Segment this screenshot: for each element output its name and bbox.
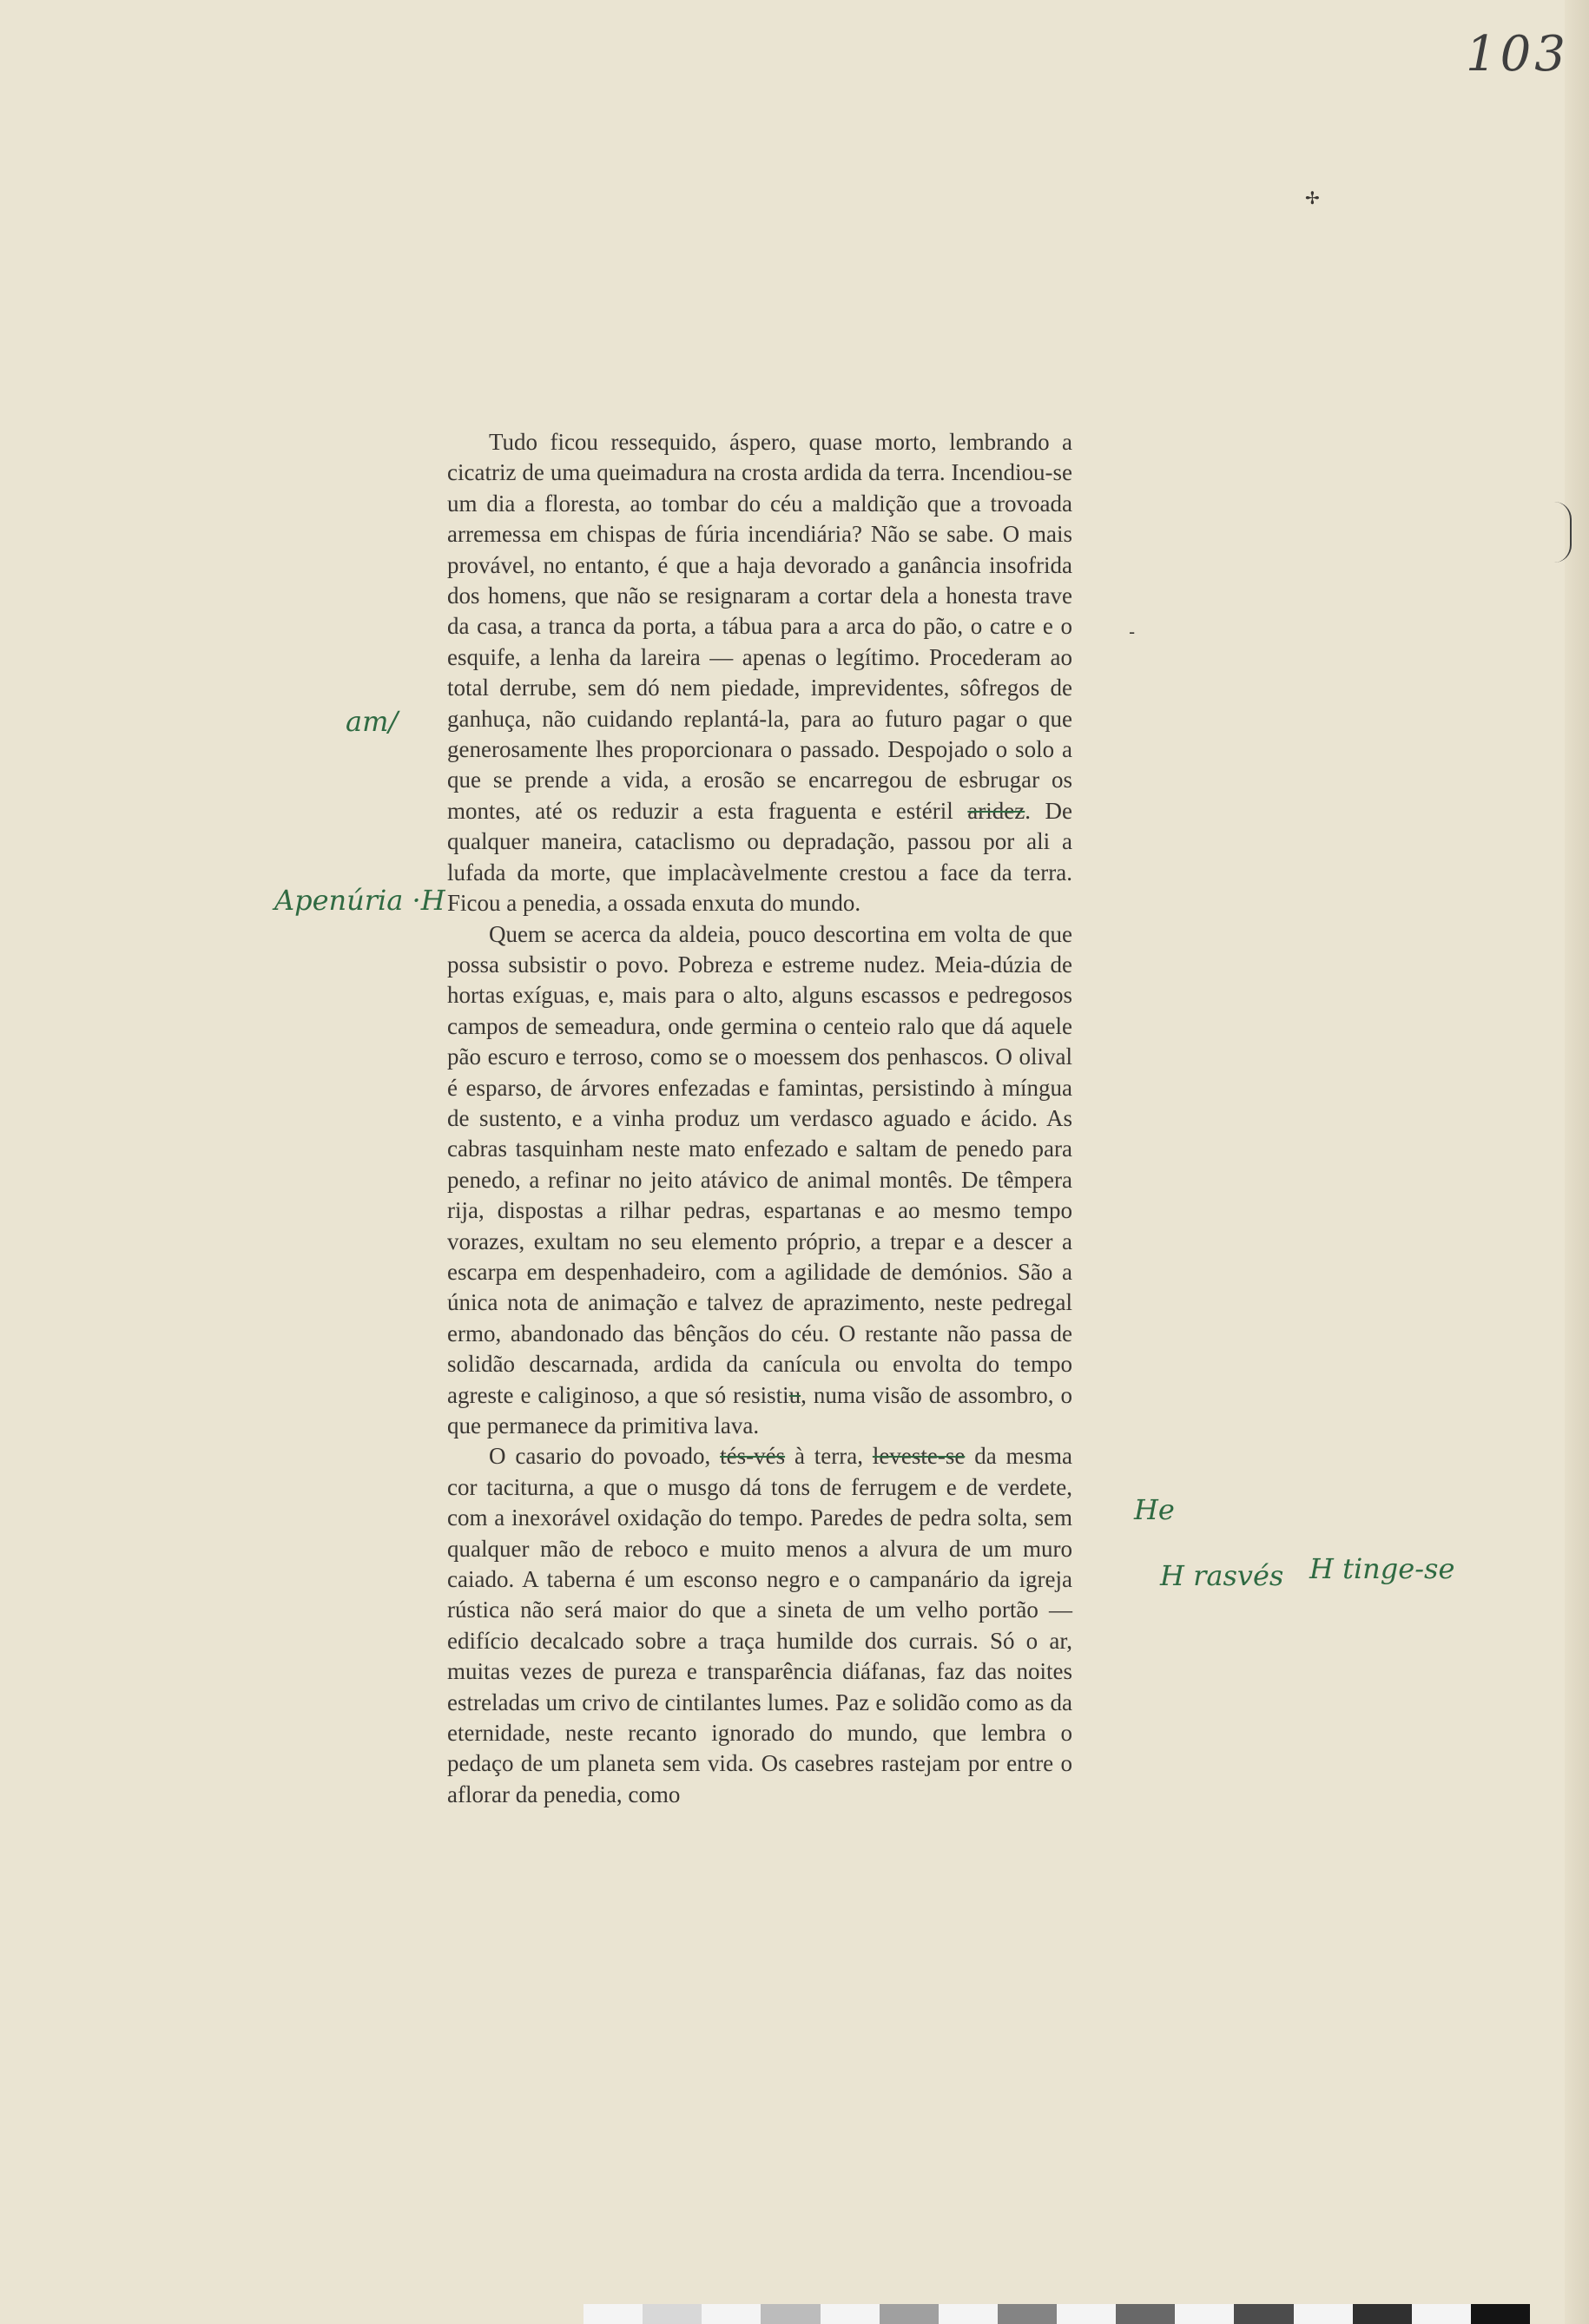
margin-note-right: He	[1134, 1493, 1175, 1526]
paragraph-text: da mesma cor taciturna, a que o musgo dá tons de ferrugem e de verdete, com a inexorável oxidação do tempo. Paredes de pedra solta, sem qualquer mão de reboco e muito menos a alvura de um muro caiado. A taberna é um esconso negro e o campanário da igreja rústica não será maior do que a sineta de um velho portão — edifício decalcado sobre a traça humilde dos currais. Só o ar, muitas vezes de pureza e transparência diáfanas, faz das noites estreladas um crivo de cintilantes lumes. Paz e solidão como as da eternidade, neste recanto ignorado do mundo, que lembra o pedaço de um planeta sem vida. Os casebres rastejam por entre o aflorar da penedia, como	[447, 1443, 1073, 1807]
margin-note-right: H tinge-se	[1309, 1552, 1455, 1585]
scan-calibration-strip	[584, 2304, 1530, 2324]
paragraph-text: Tudo ficou ressequido, áspero, quase morto, lembrando a cicatriz de uma queimadura na crosta ardida da terra. Incendiou-se um dia a floresta, ao tombar do céu a maldição que a trovoada arremessa em chispas de fúria incendiária? Não se sabe. O mais provável, no entanto, é que a haja devorado a ganância insofrida dos homens, que não se resignaram a cortar dela a honesta trave da casa, a tranca da porta, a tábua para a arca do pão, o catre e o esquife, a lenha da lareira — apenas o legítimo. Procederam ao total derrube, sem dó nem piedade, imprevidentes, sôfregos de ganhuça, não cuidando replantá-la, para ao futuro pagar o que generosamente lhes proporcionara o passado. Despojado o solo a que se prende a vida, a erosão se encarregou de esbrugar os montes, até os reduzir a esta fraguenta e estéril	[447, 429, 1072, 824]
margin-note-left: Apenúria ·H	[274, 884, 445, 917]
margin-note-left: am/	[346, 705, 399, 738]
paragraph-2	[447, 919, 1072, 1442]
paragraph-text: , numa visão de assombro, o que permanece da primitiva lava.	[447, 1381, 1073, 1439]
margin-bracket	[1554, 502, 1572, 563]
ink-speck: ✢	[1305, 188, 1320, 208]
struck-word: leveste-se	[872, 1443, 966, 1470]
paragraph-text: à terra,	[794, 1443, 864, 1470]
paragraph-1	[447, 427, 1072, 919]
paper-edge	[1565, 0, 1589, 2324]
margin-note-right: H rasvés	[1160, 1559, 1284, 1592]
page-number: 103	[1466, 26, 1569, 82]
ink-speck: -	[1129, 622, 1136, 642]
body-text	[447, 427, 1072, 1810]
struck-word: aridez	[967, 797, 1025, 824]
struck-word: tés-vés	[720, 1443, 786, 1470]
paragraph-3	[447, 1441, 1072, 1810]
paragraph-text: . De qualquer maneira, cataclismo ou depradação, passou por ali a lufada da morte, que implacàvelmente crestou a face da terra. Ficou a penedia, a ossada enxuta do mundo.	[447, 797, 1072, 917]
paragraph-text: Quem se acerca da aldeia, pouco descortina em volta de que possa subsistir o povo. Pobreza e estreme nudez. Meia-dúzia de hortas exíguas, e, mais para o alto, alguns escassos e pedregosos campos de semeadura, onde germina o centeio ralo que dá aquele pão escuro e terroso, como se o moessem dos penhascos. O olival é esparso, de árvores enfezadas e famintas, persistindo à míngua de sustento, e a vinha produz um verdasco aguado e ácido. As cabras tasquinham neste mato enfezado e saltam de penedo para penedo, a refinar no jeito atávico de animal montês. De têmpera rija, dispostas a rilhar pedras, espartanas e ao mesmo tempo vorazes, exultam no seu elemento próprio, a trepar e a descer a escarpa em despenhadeiro, com a agilidade de demónios. São a única nota de animação e talvez de aprazimento, neste pedregal ermo, abandonado das bênçãos do céu. O restante não passa de solidão descarnada, ardida da canícula ou envolta do tempo agreste e caliginoso, a que só resisti	[447, 920, 1072, 1408]
paragraph-text: O casario do povoado,	[489, 1443, 711, 1470]
struck-word: u	[788, 1381, 801, 1408]
